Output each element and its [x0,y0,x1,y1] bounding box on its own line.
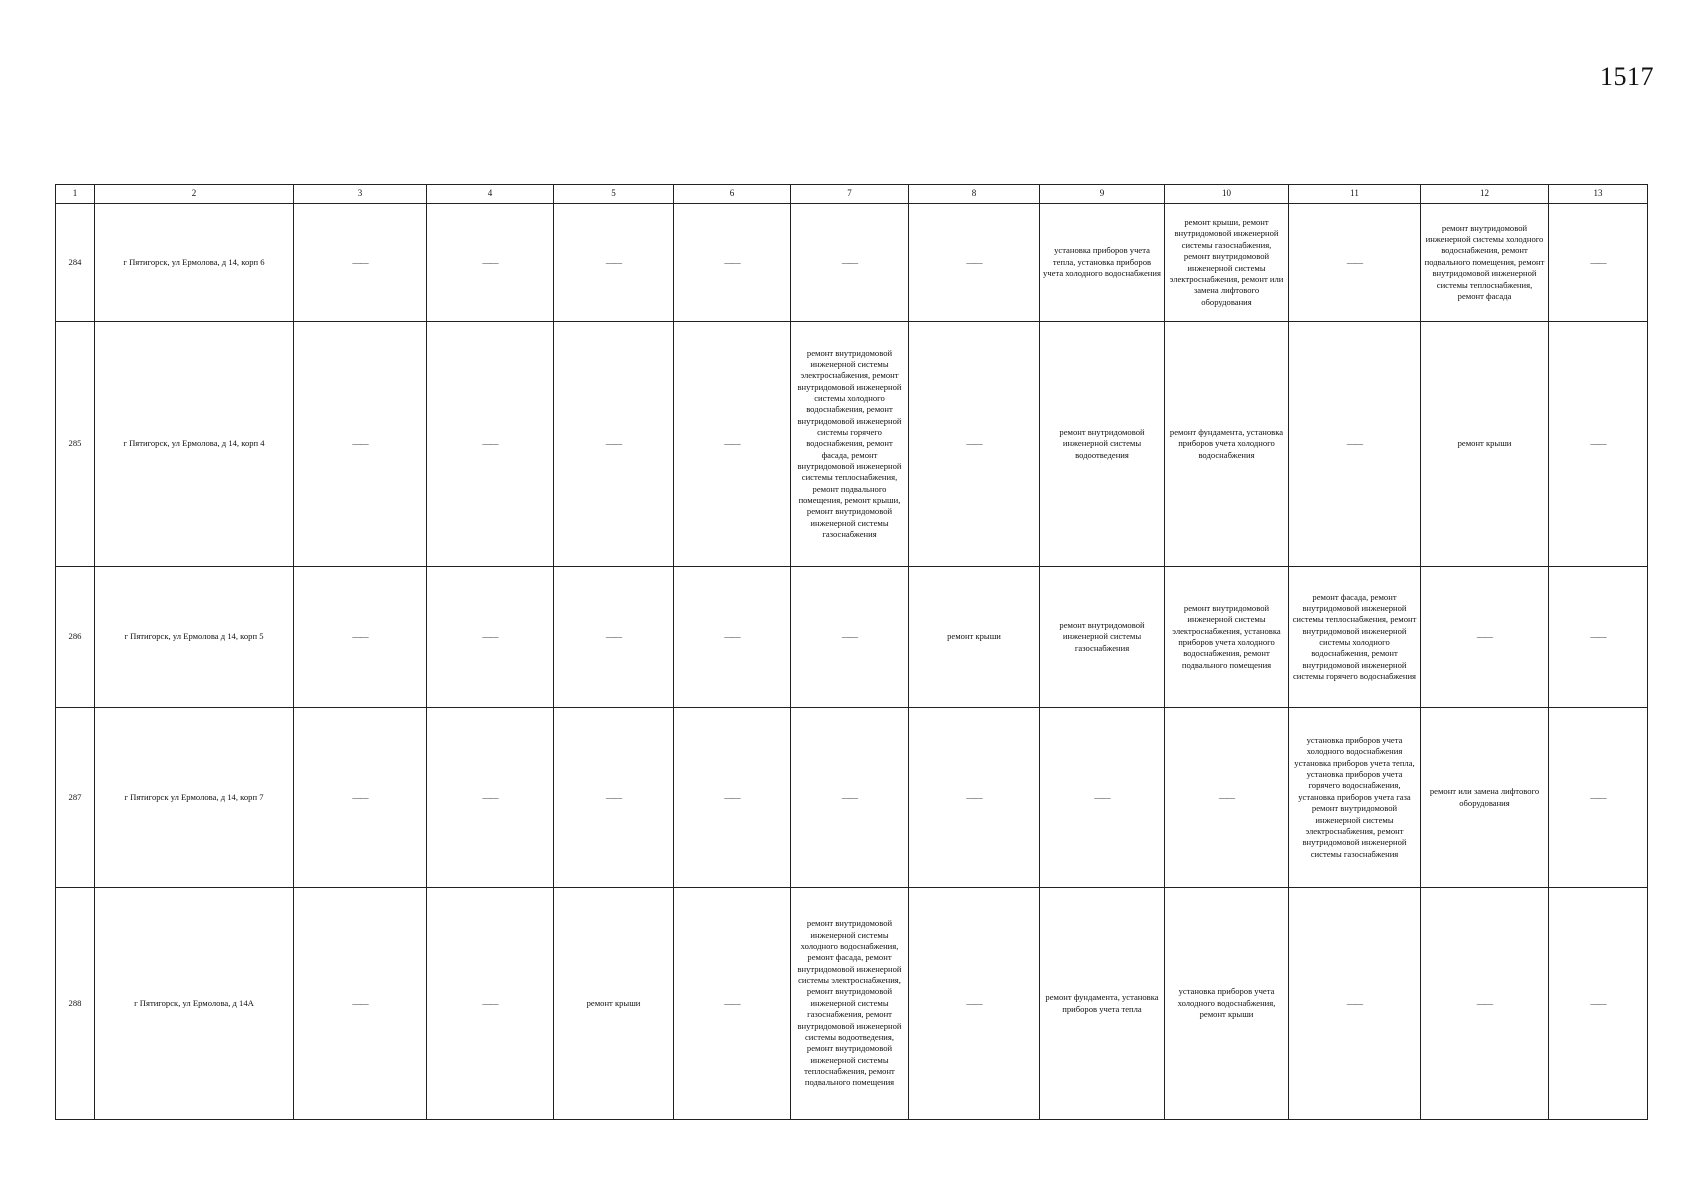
column-header: 6 [674,185,791,204]
page-number: 1517 [1600,62,1654,91]
table-cell: —— [1421,888,1549,1120]
table-cell: —— [427,322,554,567]
address-cell: г Пятигорск, ул Ермолова, д 14, корп 4 [95,322,294,567]
table-cell: —— [427,204,554,322]
table-row [56,204,1648,322]
column-header: 8 [909,185,1040,204]
row-number: 285 [56,322,95,567]
table-cell: —— [674,567,791,708]
table-cell: установка приборов учета холодного водоснабжения установка приборов учета тепла, установка приборов учета горячего водоснабжения, установка приборов учета газа ремонт внутридомовой инженерной системы электроснабжения, ремонт внутридомовой инженерной системы газоснабжения [1289,708,1421,888]
column-header: 10 [1165,185,1289,204]
column-header: 11 [1289,185,1421,204]
table-cell: ремонт внутридомовой инженерной системы холодного водоснабжения, ремонт подвального помещения, ремонт внутридомовой инженерной системы теплоснабжения, ремонт фасада [1421,204,1549,322]
row-number: 284 [56,204,95,322]
table-cell: —— [1549,322,1648,567]
address-cell: г Пятигорск, ул Ермолова, д 14А [95,888,294,1120]
row-number: 288 [56,888,95,1120]
table-cell: —— [909,322,1040,567]
table-cell: —— [294,888,427,1120]
table-cell: ремонт внутридомовой инженерной системы электроснабжения, ремонт внутридомовой инженерной системы холодного водоснабжения, ремонт внутридомовой инженерной системы горячего водоснабжения, ремонт фасада, ремонт внутридомовой инженерной системы теплоснабжения, ремонт подвального помещения, ремонт крыши, ремонт внутридомовой инженерной системы газоснабжения [791,322,909,567]
table-cell: —— [1549,567,1648,708]
column-header: 4 [427,185,554,204]
table-cell: —— [791,567,909,708]
address-cell: г Пятигорск ул Ермолова, д 14, корп 7 [95,708,294,888]
column-number-row [56,185,1648,204]
table-row [56,322,1648,567]
table-cell: —— [294,322,427,567]
table-row [56,888,1648,1120]
table-cell: —— [909,888,1040,1120]
table-cell: —— [674,204,791,322]
table-cell: —— [1040,708,1165,888]
address-cell: г Пятигорск, ул Ермолова д 14, корп 5 [95,567,294,708]
table-cell: —— [554,204,674,322]
table-cell: —— [674,322,791,567]
table-cell: —— [791,204,909,322]
table-cell: установка приборов учета холодного водоснабжения, ремонт крыши [1165,888,1289,1120]
table-cell: —— [674,888,791,1120]
table-cell: ремонт крыши [554,888,674,1120]
table-cell: ремонт крыши [909,567,1040,708]
table-cell: —— [909,708,1040,888]
table-cell: ремонт внутридомовой инженерной системы газоснабжения [1040,567,1165,708]
table-cell: —— [791,708,909,888]
table-cell: установка приборов учета тепла, установка приборов учета холодного водоснабжения [1040,204,1165,322]
column-header: 12 [1421,185,1549,204]
capital-repair-table [55,184,1648,1120]
column-header: 13 [1549,185,1648,204]
table-cell: —— [674,708,791,888]
table-cell: —— [554,567,674,708]
table-cell: —— [554,708,674,888]
table-cell: ремонт фундамента, установка приборов учета тепла [1040,888,1165,1120]
table-cell: —— [1549,204,1648,322]
row-number: 286 [56,567,95,708]
table-cell: ремонт или замена лифтового оборудования [1421,708,1549,888]
table-row [56,567,1648,708]
table-cell: —— [427,888,554,1120]
table-row [56,708,1648,888]
address-cell: г Пятигорск, ул Ермолова, д 14, корп 6 [95,204,294,322]
table-cell: ремонт крыши [1421,322,1549,567]
table-cell: —— [294,567,427,708]
column-header: 3 [294,185,427,204]
table-cell: ремонт фасада, ремонт внутридомовой инженерной системы теплоснабжения, ремонт внутридомовой инженерной системы холодного водоснабжения, ремонт внутридомовой инженерной системы горячего водоснабжения [1289,567,1421,708]
table-cell: —— [427,567,554,708]
table-cell: ремонт внутридомовой инженерной системы электроснабжения, установка приборов учета холодного водоснабжения, ремонт подвального помещения [1165,567,1289,708]
table-cell: —— [1165,708,1289,888]
table-cell: ремонт внутридомовой инженерной системы водоотведения [1040,322,1165,567]
column-header: 5 [554,185,674,204]
table-cell: —— [1549,888,1648,1120]
table-cell: —— [1421,567,1549,708]
table-cell: ремонт внутридомовой инженерной системы холодного водоснабжения, ремонт фасада, ремонт внутридомовой инженерной системы электроснабжения, ремонт внутридомовой инженерной системы газоснабжения, ремонт внутридомовой инженерной системы водоотведения, ремонт внутридомовой инженерной системы теплоснабжения, ремонт подвального помещения [791,888,909,1120]
table-cell: —— [294,708,427,888]
table-cell: —— [427,708,554,888]
table-cell: —— [554,322,674,567]
table-cell: ремонт крыши, ремонт внутридомовой инженерной системы газоснабжения, ремонт внутридомовой инженерной системы электроснабжения, ремонт или замена лифтового оборудования [1165,204,1289,322]
row-number: 287 [56,708,95,888]
column-header: 7 [791,185,909,204]
column-header: 9 [1040,185,1165,204]
table-cell: —— [1549,708,1648,888]
column-header: 1 [56,185,95,204]
table-cell: —— [1289,204,1421,322]
table-cell: —— [909,204,1040,322]
table-cell: —— [1289,322,1421,567]
column-header: 2 [95,185,294,204]
table-cell: ремонт фундамента, установка приборов учета холодного водоснабжения [1165,322,1289,567]
table-cell: —— [1289,888,1421,1120]
table-cell: —— [294,204,427,322]
